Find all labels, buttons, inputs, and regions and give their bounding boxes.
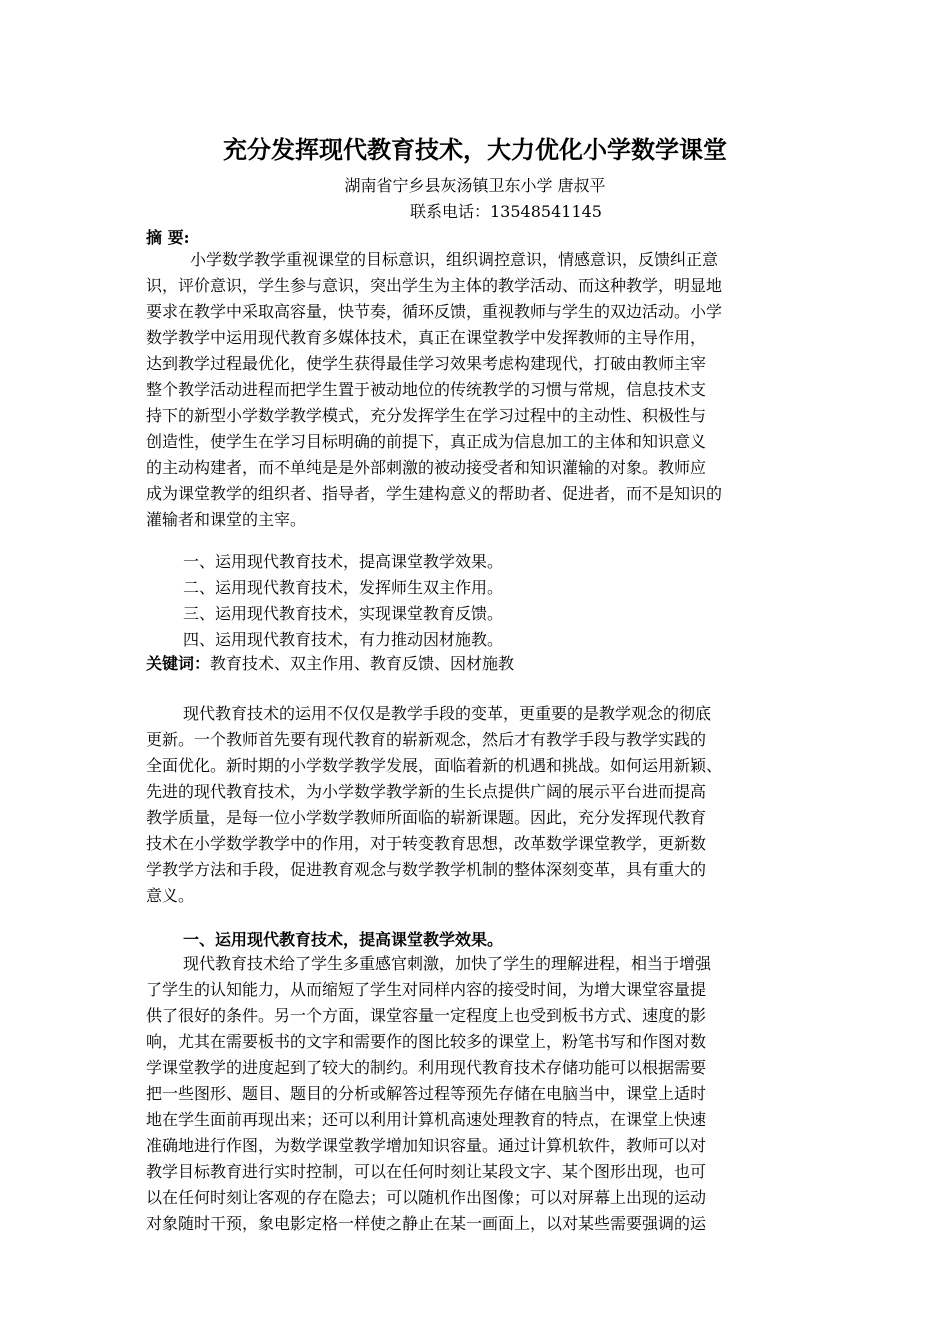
keywords-text: 教育技术、双主作用、教育反馈、因材施教 xyxy=(210,654,515,673)
section-1-line: 响，尤其在需要板书的文字和需要作的图比较多的课堂上，粉笔书写和作图对数 xyxy=(146,1032,707,1051)
section-1-line: 对象随时干预，象电影定格一样使之静止在某一画面上，以对某些需要强调的运 xyxy=(146,1214,707,1233)
abstract-line: 持下的新型小学数学教学模式，充分发挥学生在学习过程中的主动性、积极性与 xyxy=(146,406,707,425)
section-1-line: 学课堂教学的进度起到了较大的制约。利用现代教育技术存储功能可以根据需要 xyxy=(146,1058,707,1077)
intro-line: 现代教育技术的运用不仅仅是教学手段的变革，更重要的是教学观念的彻底 xyxy=(183,704,712,723)
abstract-line: 小学数学教学重视课堂的目标意识，组织调控意识，情感意识，反馈纠正意 xyxy=(190,250,719,269)
section-1-line: 供了很好的条件。另一个方面，课堂容量一定程度上也受到板书方式、速度的影 xyxy=(146,1006,707,1025)
abstract-line: 的主动构建者，而不单纯是是外部刺激的被动接受者和知识灌输的对象。教师应 xyxy=(146,458,707,477)
document-title: 充分发挥现代教育技术，大力优化小学数学课堂 xyxy=(223,136,727,164)
section-1-line: 了学生的认知能力，从而缩短了学生对同样内容的接受时间，为增大课堂容量提 xyxy=(146,980,707,999)
section-1-line: 把一些图形、题目、题目的分析或解答过程等预先存储在电脑当中，课堂上适时 xyxy=(146,1084,707,1103)
section-1-line: 地在学生面前再现出来；还可以利用计算机高速处理教育的特点，在课堂上快速 xyxy=(146,1110,707,1129)
intro-line: 意义。 xyxy=(146,886,195,905)
abstract-line: 要求在教学中采取高容量，快节奏，循环反馈，重视教师与学生的双边活动。小学 xyxy=(146,302,723,321)
intro-line: 技术在小学数学教学中的作用，对于转变教育思想，改革数学课堂教学，更新数 xyxy=(146,834,707,853)
outline-item: 四、运用现代教育技术，有力推动因材施教。 xyxy=(183,630,504,649)
author-line: 湖南省宁乡县灰汤镇卫东小学 唐叔平 xyxy=(344,176,606,195)
intro-line: 更新。一个教师首先要有现代教育的崭新观念，然后才有教学手段与教学实践的 xyxy=(146,730,707,749)
intro-line: 学教学方法和手段，促进教育观念与数学教学机制的整体深刻变革，具有重大的 xyxy=(146,860,707,879)
abstract-line: 成为课堂教学的组织者、指导者，学生建构意义的帮助者、促进者，而不是知识的 xyxy=(146,484,723,503)
keywords-line xyxy=(146,651,514,677)
section-1-line: 现代教育技术给了学生多重感官刺激，加快了学生的理解进程，相当于增强 xyxy=(183,954,712,973)
abstract-line: 灌输者和课堂的主宰。 xyxy=(146,510,307,529)
section-1-line: 教学目标教育进行实时控制，可以在任何时刻让某段文字、某个图形出现，也可 xyxy=(146,1162,707,1181)
intro-line: 全面优化。新时期的小学数学教学发展，面临着新的机遇和挑战。如何运用新颖、 xyxy=(146,756,723,775)
keywords-label: 关键词： xyxy=(146,654,211,673)
outline-item: 二、运用现代教育技术，发挥师生双主作用。 xyxy=(183,578,504,597)
intro-line: 先进的现代教育技术，为小学数学教学新的生长点提供广阔的展示平台进而提高 xyxy=(146,782,707,801)
abstract-label: 摘 要: xyxy=(146,228,190,247)
section-1-line: 准确地进行作图，为数学课堂教学增加知识容量。通过计算机软件，教师可以对 xyxy=(146,1136,707,1155)
abstract-line: 整个教学活动进程而把学生置于被动地位的传统教学的习惯与常规，信息技术支 xyxy=(146,380,707,399)
section-1-line: 以在任何时刻让客观的存在隐去；可以随机作出图像；可以对屏幕上出现的运动 xyxy=(146,1188,707,1207)
section-1-title: 一、运用现代教育技术，提高课堂教学效果。 xyxy=(183,930,504,949)
intro-line: 教学质量，是每一位小学数学教师所面临的崭新课题。因此，充分发挥现代教育 xyxy=(146,808,707,827)
outline-item: 一、运用现代教育技术，提高课堂教学效果。 xyxy=(183,552,504,571)
abstract-line: 创造性，使学生在学习目标明确的前提下，真正成为信息加工的主体和知识意义 xyxy=(146,432,707,451)
outline-item: 三、运用现代教育技术，实现课堂教育反馈。 xyxy=(183,604,504,623)
phone-line: 联系电话：13548541145 xyxy=(410,202,602,221)
abstract-line: 识，评价意识，学生参与意识，突出学生为主体的教学活动、而这种教学，明显地 xyxy=(146,276,723,295)
abstract-line: 达到教学过程最优化，使学生获得最佳学习效果考虑构建现代，打破由教师主宰 xyxy=(146,354,707,373)
abstract-line: 数学教学中运用现代教育多媒体技术，真正在课堂教学中发挥教师的主导作用， xyxy=(146,328,707,347)
